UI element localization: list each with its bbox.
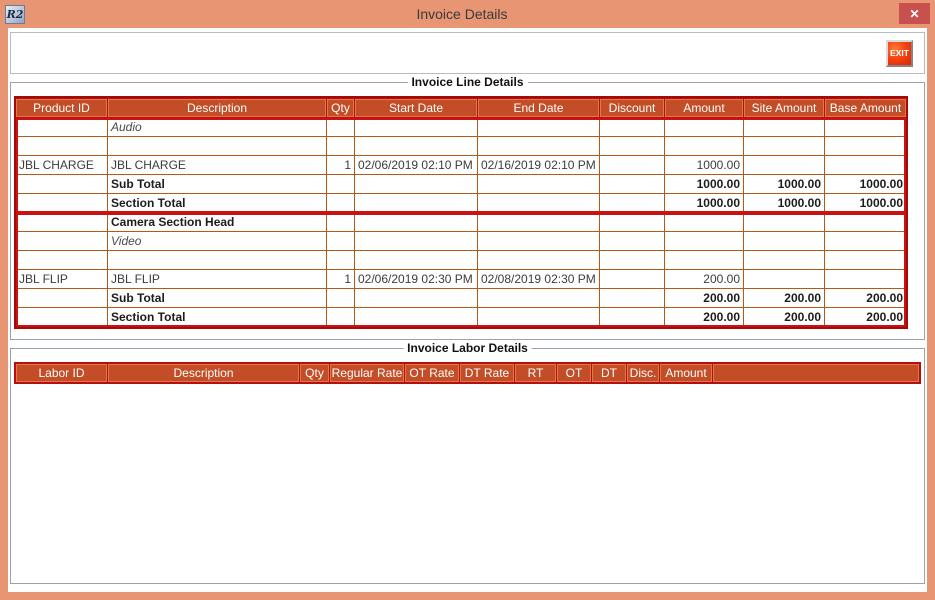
cell: Sub Total <box>108 289 327 307</box>
cell <box>16 289 108 307</box>
table-row[interactable] <box>16 156 906 175</box>
table-row[interactable] <box>16 175 906 194</box>
cell: 02/06/2019 02:30 PM <box>355 270 478 288</box>
cell <box>108 251 327 269</box>
cell: 200.00 <box>665 289 744 307</box>
cell <box>327 137 355 155</box>
grid-section <box>16 118 906 213</box>
cell <box>327 308 355 326</box>
invoice-line-details-group <box>10 75 925 340</box>
cell <box>355 232 478 250</box>
cell: 1000.00 <box>665 175 744 193</box>
cell <box>665 213 744 231</box>
table-row[interactable] <box>16 289 906 308</box>
cell <box>16 232 108 250</box>
table-row[interactable] <box>16 232 906 251</box>
cell <box>355 118 478 136</box>
table-row[interactable] <box>16 118 906 137</box>
cell <box>327 213 355 231</box>
cell <box>744 270 825 288</box>
header-cell: Start Date <box>355 99 478 117</box>
invoice-line-details-table <box>14 96 908 329</box>
table-row[interactable] <box>16 137 906 156</box>
cell <box>744 156 825 174</box>
cell <box>600 213 665 231</box>
cell: 1000.00 <box>744 194 825 212</box>
cell: JBL FLIP <box>108 270 327 288</box>
cell: 200.00 <box>744 308 825 326</box>
title-bar <box>0 0 935 28</box>
cell <box>355 175 478 193</box>
cell: 02/16/2019 02:10 PM <box>478 156 600 174</box>
cell: Section Total <box>108 308 327 326</box>
cell: 1000.00 <box>859 177 903 191</box>
cell <box>600 194 665 212</box>
cell: JBL CHARGE <box>16 156 108 174</box>
cell <box>478 289 600 307</box>
cell <box>327 194 355 212</box>
header-cell: Base Amount <box>825 99 906 117</box>
cell <box>355 137 478 155</box>
cell <box>825 251 906 269</box>
cell <box>665 251 744 269</box>
cell: JBL CHARGE <box>108 156 327 174</box>
invoice-labor-details-table <box>14 362 921 384</box>
cell <box>478 213 600 231</box>
cell: Audio <box>108 118 327 136</box>
toolbar <box>10 32 925 74</box>
table-row[interactable] <box>16 251 906 270</box>
cell <box>16 118 108 136</box>
cell <box>600 175 665 193</box>
cell <box>825 270 906 288</box>
cell <box>600 308 665 326</box>
cell <box>600 232 665 250</box>
cell: 1000.00 <box>744 175 825 193</box>
cell <box>600 251 665 269</box>
header-filler <box>713 364 919 382</box>
cell: 200.00 <box>665 308 744 326</box>
cell <box>478 232 600 250</box>
cell <box>478 308 600 326</box>
cell <box>355 213 478 231</box>
cell <box>665 137 744 155</box>
header-cell: OT <box>557 364 592 382</box>
app-r2-icon: R2 <box>5 5 25 24</box>
cell <box>478 251 600 269</box>
cell <box>478 175 600 193</box>
header-cell: Amount <box>665 99 744 117</box>
header-cell: Amount <box>660 364 713 382</box>
cell <box>327 175 355 193</box>
cell: Section Total <box>108 194 327 212</box>
close-icon[interactable]: ✕ <box>899 3 930 24</box>
cell <box>478 194 600 212</box>
cell <box>355 308 478 326</box>
cell <box>327 232 355 250</box>
cell <box>327 251 355 269</box>
cell <box>600 137 665 155</box>
cell <box>744 118 825 136</box>
cell <box>744 213 825 231</box>
header-cell: DT Rate <box>460 364 515 382</box>
cell: Sub Total <box>108 175 327 193</box>
cell: 02/06/2019 02:10 PM <box>355 156 478 174</box>
cell <box>825 156 906 174</box>
cell: 02/08/2019 02:30 PM <box>478 270 600 288</box>
cell <box>478 137 600 155</box>
cell: 200.00 <box>744 289 825 307</box>
cell <box>665 232 744 250</box>
header-cell: RT <box>515 364 557 382</box>
cell <box>825 118 906 136</box>
header-row <box>16 98 906 118</box>
cell <box>600 270 665 288</box>
cell <box>478 118 600 136</box>
header-cell: Regular Rate <box>330 364 405 382</box>
cell <box>355 289 478 307</box>
cell: 1000.00 <box>665 194 744 212</box>
exit-button[interactable]: EXIT <box>886 40 913 67</box>
cell <box>16 137 108 155</box>
header-cell: Qty <box>300 364 330 382</box>
table-row[interactable] <box>16 213 906 232</box>
cell <box>327 289 355 307</box>
cell <box>600 289 665 307</box>
header-cell: Labor ID <box>16 364 108 382</box>
invoice-labor-details-title: Invoice Labor Details <box>403 341 532 355</box>
header-cell: Product ID <box>16 99 108 117</box>
header-cell: Site Amount <box>744 99 825 117</box>
invoice-line-details-title: Invoice Line Details <box>407 75 527 89</box>
grid-section <box>16 213 906 327</box>
cell <box>744 137 825 155</box>
cell: 1 <box>327 270 355 288</box>
cell: JBL FLIP <box>16 270 108 288</box>
invoice-labor-details-group <box>10 341 925 584</box>
window-title: Invoice Details <box>416 6 508 22</box>
cell <box>327 118 355 136</box>
cell <box>744 232 825 250</box>
header-cell: Disc. <box>627 364 660 382</box>
cell: Camera Section Head <box>108 213 327 231</box>
table-row[interactable] <box>16 270 906 289</box>
header-cell: Description <box>108 99 327 117</box>
cell <box>16 194 108 212</box>
table-row[interactable] <box>16 308 906 327</box>
cell: 200.00 <box>866 310 903 324</box>
cell <box>16 175 108 193</box>
cell <box>16 251 108 269</box>
cell <box>355 194 478 212</box>
cell <box>600 156 665 174</box>
header-cell: Discount <box>600 99 665 117</box>
dialog-content <box>8 28 927 592</box>
cell <box>108 137 327 155</box>
cell: 1000.00 <box>665 156 744 174</box>
cell <box>355 251 478 269</box>
cell <box>16 213 108 231</box>
cell: Video <box>108 232 327 250</box>
cell: 1 <box>327 156 355 174</box>
table-row[interactable] <box>16 194 906 213</box>
cell <box>825 213 906 231</box>
cell <box>825 232 906 250</box>
header-cell: Description <box>108 364 300 382</box>
cell: 1000.00 <box>859 196 903 210</box>
header-cell: OT Rate <box>405 364 460 382</box>
cell <box>665 118 744 136</box>
cell <box>600 118 665 136</box>
header-cell: End Date <box>478 99 600 117</box>
cell: 200.00 <box>866 291 903 305</box>
cell <box>825 137 906 155</box>
cell <box>16 308 108 326</box>
cell: 200.00 <box>665 270 744 288</box>
header-cell: Qty <box>327 99 355 117</box>
header-cell: DT <box>592 364 627 382</box>
cell <box>744 251 825 269</box>
